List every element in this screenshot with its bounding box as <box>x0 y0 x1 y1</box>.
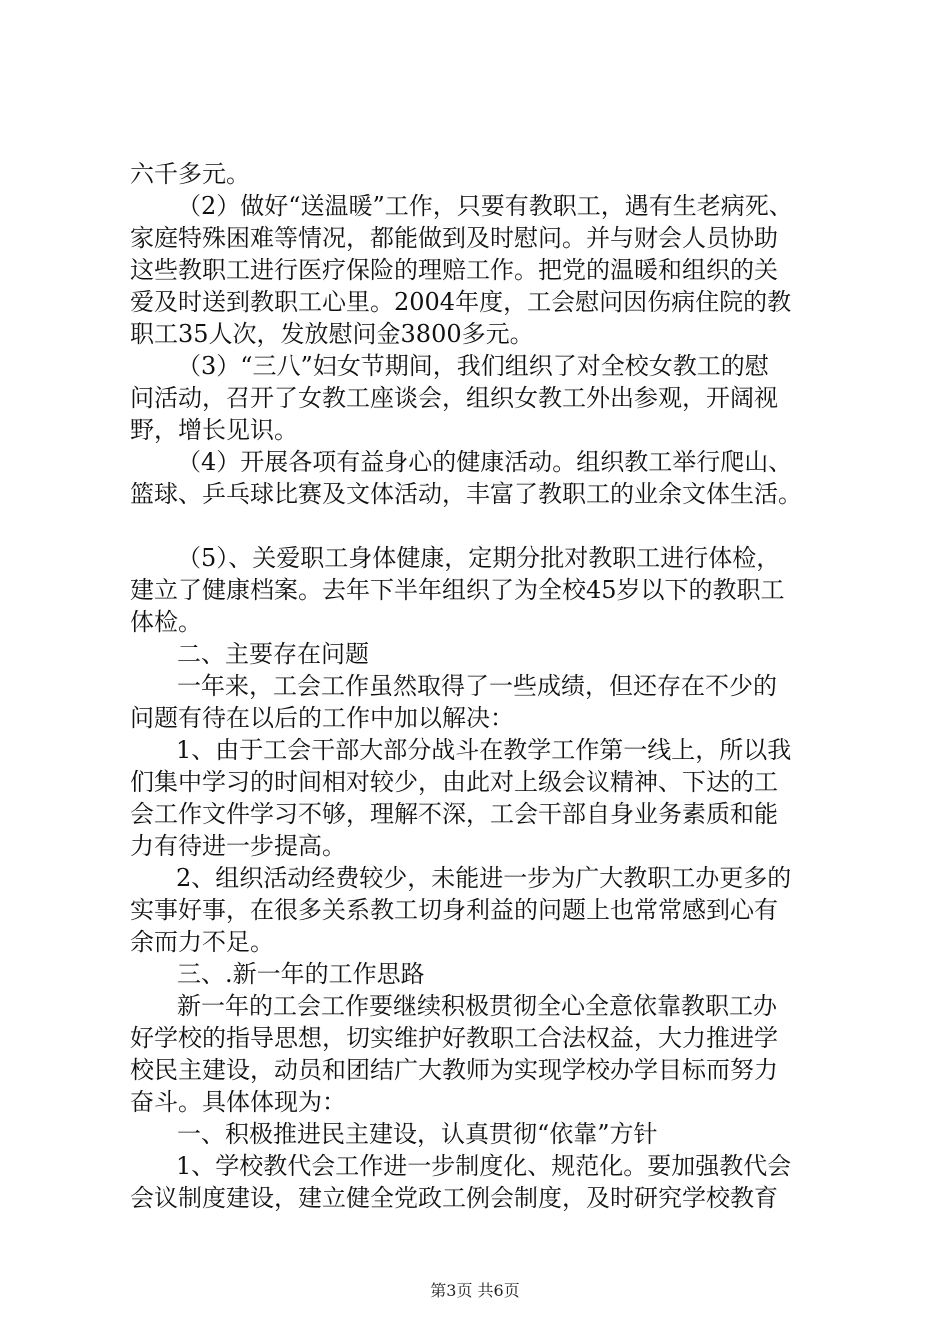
text-line: 新一年的工会工作要继续积极贯彻全心全意依靠教职工办 <box>177 992 777 1020</box>
text-line: （3）“三八”妇女节期间，我们组织了对全校女教工的慰 <box>177 352 769 380</box>
text-line: 一年来，工会工作虽然取得了一些成绩，但还存在不少的 <box>177 672 777 700</box>
text-line: 实事好事，在很多关系教工切身利益的问题上也常常感到心有 <box>130 896 778 924</box>
text-line: 奋斗。具体体现为： <box>130 1088 346 1116</box>
text-line: 问题有待在以后的工作中加以解决： <box>130 704 514 732</box>
page-number: 第3页 共6页 <box>430 1281 520 1300</box>
text-line: 家庭特殊困难等情况，都能做到及时慰问。并与财会人员协助 <box>130 224 778 252</box>
text-line: 会工作文件学习不够，理解不深，工会干部自身业务素质和能 <box>130 800 778 828</box>
text-line: 1、学校教代会工作进一步制度化、规范化。要加强教代会 <box>176 1152 792 1180</box>
text-line: 力有待进一步提高。 <box>130 832 346 860</box>
text-line: （4）开展各项有益身心的健康活动。组织教工举行爬山、 <box>177 448 793 476</box>
section-heading: 一、积极推进民主建设，认真贯彻“依靠”方针 <box>177 1120 658 1148</box>
text-line: 体检。 <box>130 608 202 636</box>
section-heading: 三、.新一年的工作思路 <box>177 960 425 988</box>
document-body <box>130 158 830 1214</box>
text-line: （2）做好“送温暖”工作，只要有教职工，遇有生老病死、 <box>177 192 793 220</box>
text-line: 好学校的指导思想，切实维护好教职工合法权益，大力推进学 <box>130 1024 778 1052</box>
text-line: 六千多元。 <box>130 160 250 188</box>
text-line: 会议制度建设，建立健全党政工例会制度，及时研究学校教育 <box>130 1184 778 1212</box>
text-line: 爱及时送到教职工心里。2004年度，工会慰问因伤病住院的教 <box>130 288 792 316</box>
text-line: （5）、关爱职工身体健康，定期分批对教职工进行体检， <box>177 544 781 572</box>
text-line: 问活动，召开了女教工座谈会，组织女教工外出参观，开阔视 <box>130 384 778 412</box>
text-line: 们集中学习的时间相对较少，由此对上级会议精神、下达的工 <box>130 768 778 796</box>
section-heading: 二、主要存在问题 <box>177 640 369 668</box>
text-line: 余而力不足。 <box>130 928 274 956</box>
text-line: 建立了健康档案。去年下半年组织了为全校45岁以下的教职工 <box>130 576 785 604</box>
page-footer <box>0 1278 950 1301</box>
text-line: 这些教职工进行医疗保险的理赔工作。把党的温暖和组织的关 <box>130 256 778 284</box>
text-line: 野，增长见识。 <box>130 416 298 444</box>
text-line: 1、由于工会干部大部分战斗在教学工作第一线上，所以我 <box>176 736 792 764</box>
text-line: 2、组织活动经费较少，未能进一步为广大教职工办更多的 <box>176 864 792 892</box>
text-line: 篮球、乒乓球比赛及文体活动，丰富了教职工的业余文体生活。 <box>130 480 802 508</box>
text-line: 职工35人次，发放慰问金3800多元。 <box>130 320 534 348</box>
text-line: 校民主建设，动员和团结广大教师为实现学校办学目标而努力 <box>130 1056 778 1084</box>
